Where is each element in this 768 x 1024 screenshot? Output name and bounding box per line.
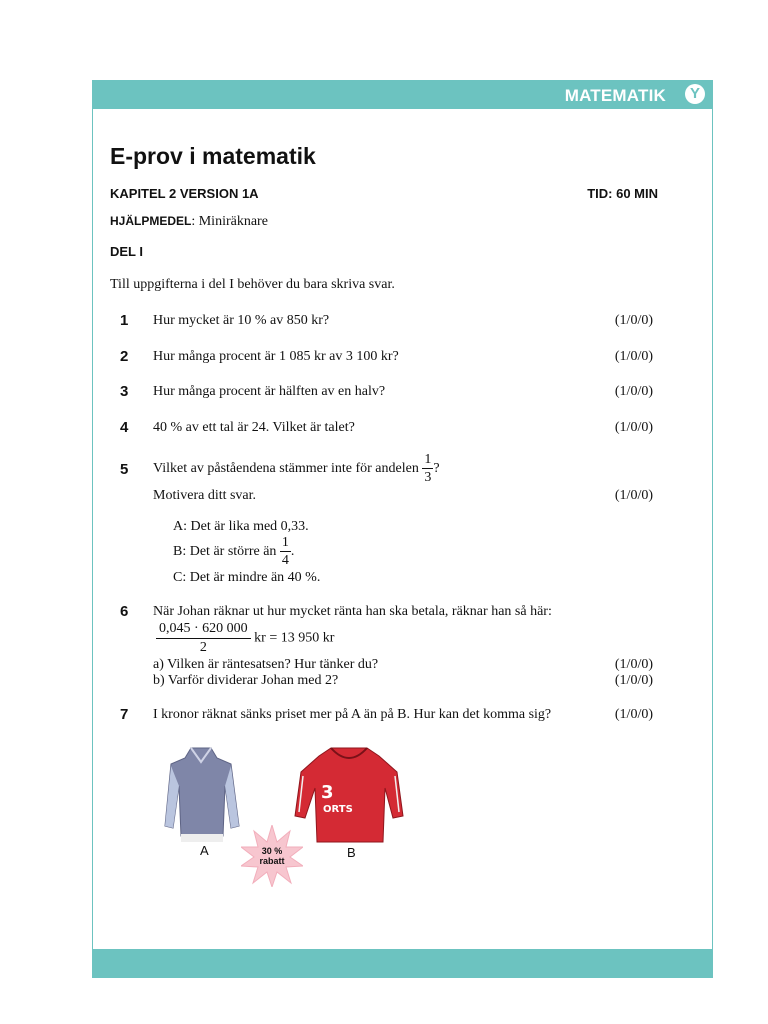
shirt-b-label: B xyxy=(347,845,356,860)
shirt-a-image xyxy=(161,746,241,846)
question-points: (1/0/0) xyxy=(614,349,653,364)
shirt-b-image xyxy=(293,746,405,846)
footer-bar xyxy=(93,949,712,977)
sub-question: b) Varför dividerar Johan med 2? xyxy=(153,673,339,688)
question-text-fraction xyxy=(153,453,440,485)
question-points: (1/0/0) xyxy=(614,384,653,399)
question-points: (1/0/0) xyxy=(614,673,653,688)
question-text: 40 % av ett tal är 24. Vilket är talet? xyxy=(153,420,355,435)
question-number: 4 xyxy=(120,419,129,436)
fraction-one-fourth: $\frac{1}{4}$ xyxy=(281,535,289,568)
shirt-a-label: A xyxy=(200,843,209,858)
subject-label: MATEMATIK xyxy=(564,86,666,105)
shirt-b-print: ORTS xyxy=(323,804,353,815)
question-number: 1 xyxy=(120,312,129,329)
question-points: (1/0/0) xyxy=(614,420,653,435)
shirt-b-number: 3 xyxy=(321,782,334,803)
exam-page xyxy=(92,80,713,978)
answer-option: B: Det är större än xyxy=(173,544,277,560)
question-number: 3 xyxy=(120,383,129,400)
answer-option: C: Det är mindre än 40 %. xyxy=(173,570,321,585)
aids-label: HJÄLPMEDEL xyxy=(110,214,192,228)
question-number: 7 xyxy=(120,706,129,723)
question-number: 2 xyxy=(120,348,129,365)
question-points: (1/0/0) xyxy=(614,488,653,503)
question-text: Hur många procent är hälften av en halv? xyxy=(153,384,386,399)
discount-word: rabatt xyxy=(259,856,285,866)
discount-label xyxy=(241,846,303,866)
question-points: (1/0/0) xyxy=(614,707,653,722)
sub-question: a) Vilken är räntesatsen? Hur tänker du? xyxy=(153,657,379,672)
question-text: Hur mycket är 10 % av 850 kr? xyxy=(153,313,330,328)
question-text: Hur många procent är 1 085 kr av 3 100 kr? xyxy=(153,349,399,364)
aids-value: : Miniräknare xyxy=(191,214,268,229)
discount-percent: 30 % xyxy=(261,846,283,856)
question-points: (1/0/0) xyxy=(614,313,653,328)
formula-fraction: $\frac{0,045 \cdot 620 000}{2}$ xyxy=(156,622,251,655)
question-suffix: ? xyxy=(433,461,440,477)
school-logo-icon: Y xyxy=(685,84,705,104)
question-number: 6 xyxy=(120,603,129,620)
fraction-one-third: $\frac{1}{3}$ xyxy=(424,452,432,485)
aids-line xyxy=(110,214,268,230)
question-text: När Johan räknar ut hur mycket ränta han ska betala, räknar han så här: xyxy=(153,604,552,619)
section-intro: Till uppgifterna i del I behöver du bara skriva svar. xyxy=(110,277,395,292)
answer-option-fraction: B: Det är större än $\frac{1}{4}$ . xyxy=(173,535,295,568)
page-title: E-prov i matematik xyxy=(110,143,316,169)
question-line2: Motivera ditt svar. xyxy=(153,488,257,503)
chapter-version: KAPITEL 2 VERSION 1A xyxy=(110,186,259,201)
formula-result: kr = 13 950 kr xyxy=(254,630,335,646)
answer-option: A: Det är lika med 0,33. xyxy=(173,519,309,534)
section-title: DEL I xyxy=(110,244,143,259)
formula xyxy=(156,622,334,655)
question-points: (1/0/0) xyxy=(614,657,653,672)
question-text: I kronor räknat sänks priset mer på A än på B. Hur kan det komma sig? xyxy=(153,707,552,722)
header-bar xyxy=(93,81,712,109)
question-text: Vilket av påståendena stämmer inte för andelen xyxy=(153,461,419,477)
question-number: 5 xyxy=(120,461,129,478)
time-limit: TID: 60 MIN xyxy=(587,186,658,201)
